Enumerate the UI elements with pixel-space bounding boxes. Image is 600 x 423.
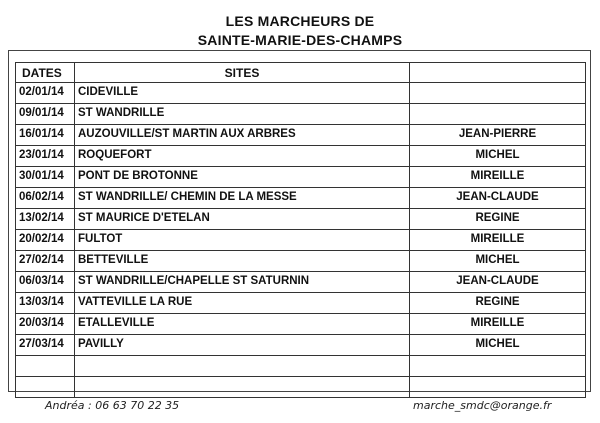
cell-leader: MICHEL xyxy=(410,146,586,167)
table-row xyxy=(16,125,586,146)
table-row xyxy=(16,230,586,251)
cell-leader: REGINE xyxy=(410,293,586,314)
cell-site: VATTEVILLE LA RUE xyxy=(75,293,410,314)
table-row xyxy=(16,377,586,398)
column-header-dates: DATES xyxy=(16,63,75,83)
table-header-row xyxy=(16,63,586,83)
cell-site: FULTOT xyxy=(75,230,410,251)
cell-date: 20/03/14 xyxy=(16,314,75,335)
cell-leader: JEAN-CLAUDE xyxy=(410,272,586,293)
cell-site: PAVILLY xyxy=(75,335,410,356)
cell-date: 09/01/14 xyxy=(16,104,75,125)
table-row xyxy=(16,272,586,293)
cell-leader: MIREILLE xyxy=(410,314,586,335)
cell-leader: MICHEL xyxy=(410,335,586,356)
cell-date xyxy=(16,377,75,398)
table-row xyxy=(16,146,586,167)
table-row xyxy=(16,314,586,335)
column-header-sites: SITES xyxy=(75,63,410,83)
footer-email: marche_smdc@orange.fr xyxy=(413,399,552,412)
table-row xyxy=(16,83,586,104)
cell-site xyxy=(75,356,410,377)
cell-date: 20/02/14 xyxy=(16,230,75,251)
footer-phone: Andréa : 06 63 70 22 35 xyxy=(45,399,180,412)
title-line-2: SAINTE-MARIE-DES-CHAMPS xyxy=(197,32,403,48)
cell-site: ST WANDRILLE xyxy=(75,104,410,125)
cell-leader: MIREILLE xyxy=(410,230,586,251)
cell-date xyxy=(16,356,75,377)
table-row xyxy=(16,104,586,125)
title-line-1: LES MARCHEURS DE xyxy=(225,13,375,29)
cell-leader: REGINE xyxy=(410,209,586,230)
cell-leader: MICHEL xyxy=(410,251,586,272)
cell-site: ETALLEVILLE xyxy=(75,314,410,335)
cell-leader xyxy=(410,377,586,398)
cell-date: 27/02/14 xyxy=(16,251,75,272)
table-row xyxy=(16,293,586,314)
cell-date: 13/03/14 xyxy=(16,293,75,314)
cell-leader: JEAN-CLAUDE xyxy=(410,188,586,209)
cell-site: PONT DE BROTONNE xyxy=(75,167,410,188)
cell-date: 23/01/14 xyxy=(16,146,75,167)
cell-leader xyxy=(410,104,586,125)
table-row xyxy=(16,356,586,377)
cell-date: 06/03/14 xyxy=(16,272,75,293)
column-header-leader xyxy=(410,63,586,83)
cell-leader: MIREILLE xyxy=(410,167,586,188)
walk-schedule-table xyxy=(15,62,586,398)
cell-leader: JEAN-PIERRE xyxy=(410,125,586,146)
cell-site: BETTEVILLE xyxy=(75,251,410,272)
cell-site: ST WANDRILLE/ CHEMIN DE LA MESSE xyxy=(75,188,410,209)
cell-site xyxy=(75,377,410,398)
table-row xyxy=(16,167,586,188)
cell-site: CIDEVILLE xyxy=(75,83,410,104)
cell-site: ROQUEFORT xyxy=(75,146,410,167)
cell-date: 16/01/14 xyxy=(16,125,75,146)
cell-leader xyxy=(410,83,586,104)
cell-date: 06/02/14 xyxy=(16,188,75,209)
cell-site: AUZOUVILLE/ST MARTIN AUX ARBRES xyxy=(75,125,410,146)
cell-site: ST MAURICE D'ETELAN xyxy=(75,209,410,230)
table-row xyxy=(16,335,586,356)
cell-date: 02/01/14 xyxy=(16,83,75,104)
table-row xyxy=(16,209,586,230)
cell-site: ST WANDRILLE/CHAPELLE ST SATURNIN xyxy=(75,272,410,293)
cell-date: 13/02/14 xyxy=(16,209,75,230)
table-row xyxy=(16,188,586,209)
table-row xyxy=(16,251,586,272)
cell-date: 30/01/14 xyxy=(16,167,75,188)
cell-date: 27/03/14 xyxy=(16,335,75,356)
cell-leader xyxy=(410,356,586,377)
